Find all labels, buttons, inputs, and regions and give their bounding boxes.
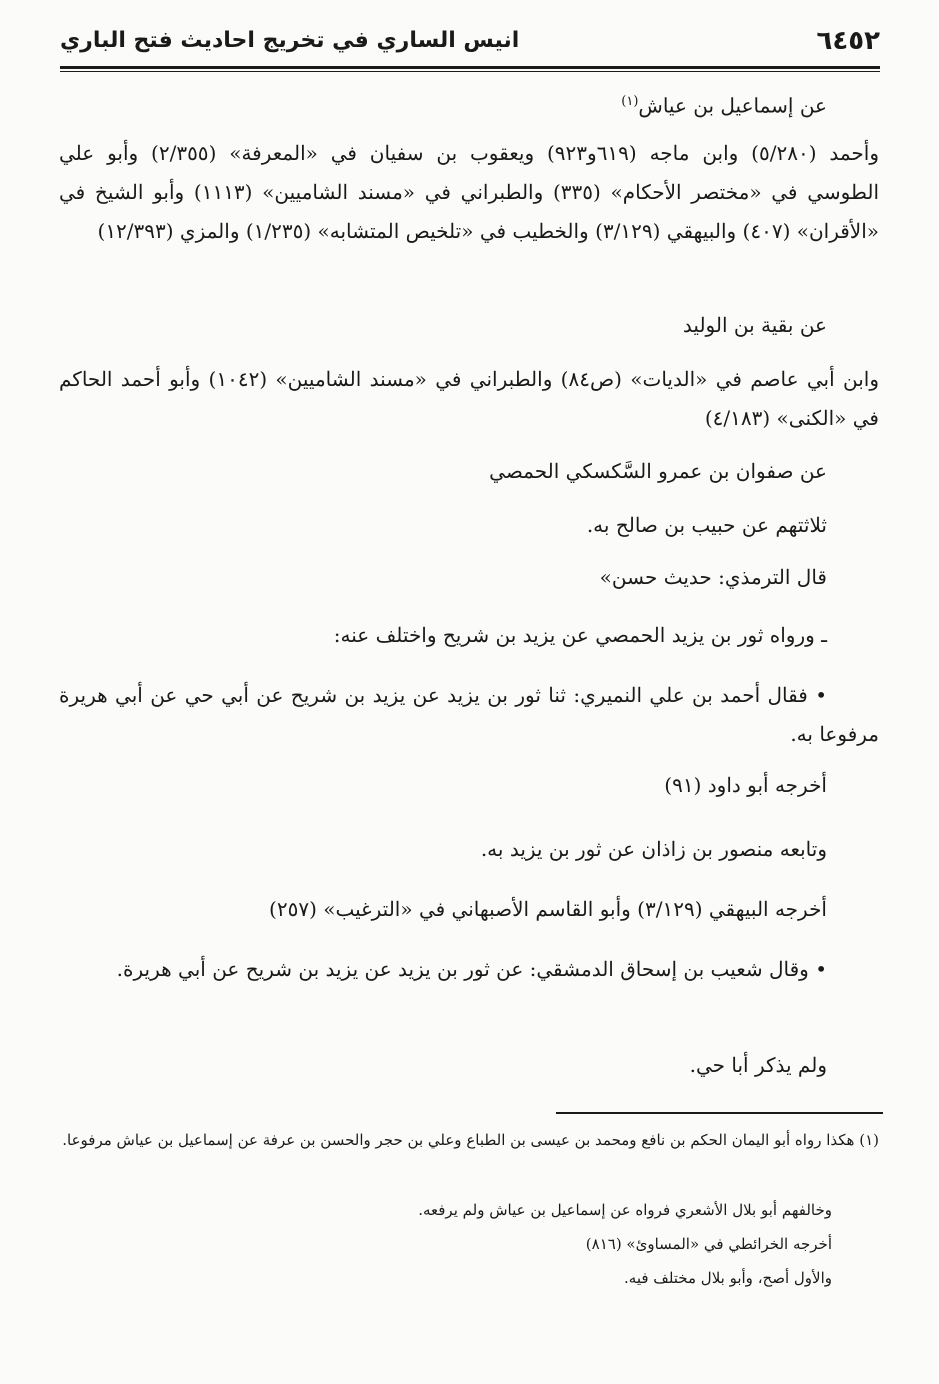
paragraph-tirmidhi: قال الترمذي: حديث حسن»	[599, 565, 827, 589]
page-number: ٦٤٥٢	[816, 26, 880, 56]
paragraph-numayri: • فقال أحمد بن علي النميري: ثنا ثور بن يزيد عن يزيد بن شريح عن أبي حي عن أبي هريرة مرفوعا به.	[59, 683, 879, 746]
running-title: انيس الساري في تخريج احاديث فتح الباري	[60, 28, 520, 53]
paragraph-bayhaqi: أخرجه البيهقي (٣/١٢٩) وأبو القاسم الأصبهاني في «الترغيب» (٢٥٧)	[269, 897, 827, 921]
page-header	[60, 18, 880, 66]
footnote-separator	[556, 1112, 883, 1114]
paragraph-isnad-baqiyya: عن بقية بن الوليد	[682, 313, 827, 337]
paragraph-mansur: وتابعه منصور بن زاذان عن ثور بن يزيد به.	[480, 837, 827, 861]
footnote-marker: (١)	[621, 94, 639, 109]
paragraph-thalathatuhum: ثلاثتهم عن حبيب بن صالح به.	[586, 513, 827, 537]
paragraph-text: عن إسماعيل بن عياش	[638, 93, 827, 118]
header-rule	[60, 66, 880, 69]
paragraph-isnad-ismail	[127, 82, 827, 126]
paragraph-abudawud: أخرجه أبو داود (٩١)	[664, 773, 827, 797]
paragraph-lam-yadhkur: ولم يذكر أبا حي.	[689, 1053, 827, 1077]
header-rule-thin	[60, 71, 880, 72]
footnote-1: (١) هكذا رواه أبو اليمان الحكم بن نافع ومحمد بن عيسى بن الطباع وعلي بن حجر والحسن بن عرفة عن إسماعيل بن عياش مرفوعا.	[62, 1131, 879, 1149]
paragraph-takhrij-2: وابن أبي عاصم في «الديات» (ص٨٤) والطبراني في «مسند الشاميين» (١٠٤٢) وأبو أحمد الحاكم في «الكنى» (٤/١٨٣)	[59, 367, 879, 430]
footnote-line-3: أخرجه الخرائطي في «المساوئ» (٨١٦)	[585, 1235, 832, 1253]
paragraph-isnad-safwan: عن صفوان بن عمرو السَّكسكي الحمصي	[489, 459, 827, 483]
paragraph-thawr-intro: ـ ورواه ثور بن يزيد الحمصي عن يزيد بن شريح واختلف عنه:	[333, 623, 827, 647]
footnote-line-2: وخالفهم أبو بلال الأشعري فرواه عن إسماعيل بن عياش ولم يرفعه.	[418, 1201, 832, 1219]
paragraph-shuayb: • وقال شعيب بن إسحاق الدمشقي: عن ثور بن يزيد عن يزيد بن شريح عن أبي هريرة.	[116, 957, 827, 981]
paragraph-takhrij-1: وأحمد (٥/٢٨٠) وابن ماجه (٦١٩و٩٢٣) ويعقوب بن سفيان في «المعرفة» (٢/٣٥٥) وأبو علي الطوسي في «مختصر الأحكام» (٣٣٥) والطبراني في «مسند الشاميين» (١١١٣) وأبو الشيخ في «الأقران» (٤٠٧) والبيهقي (٣/١٢٩) والخطيب في «تلخيص المتشابه» (١/٢٣٥) والمزي (١٢/٣٩٣)	[59, 141, 880, 243]
footnote-line-4: والأول أصح، وأبو بلال مختلف فيه.	[624, 1269, 832, 1287]
